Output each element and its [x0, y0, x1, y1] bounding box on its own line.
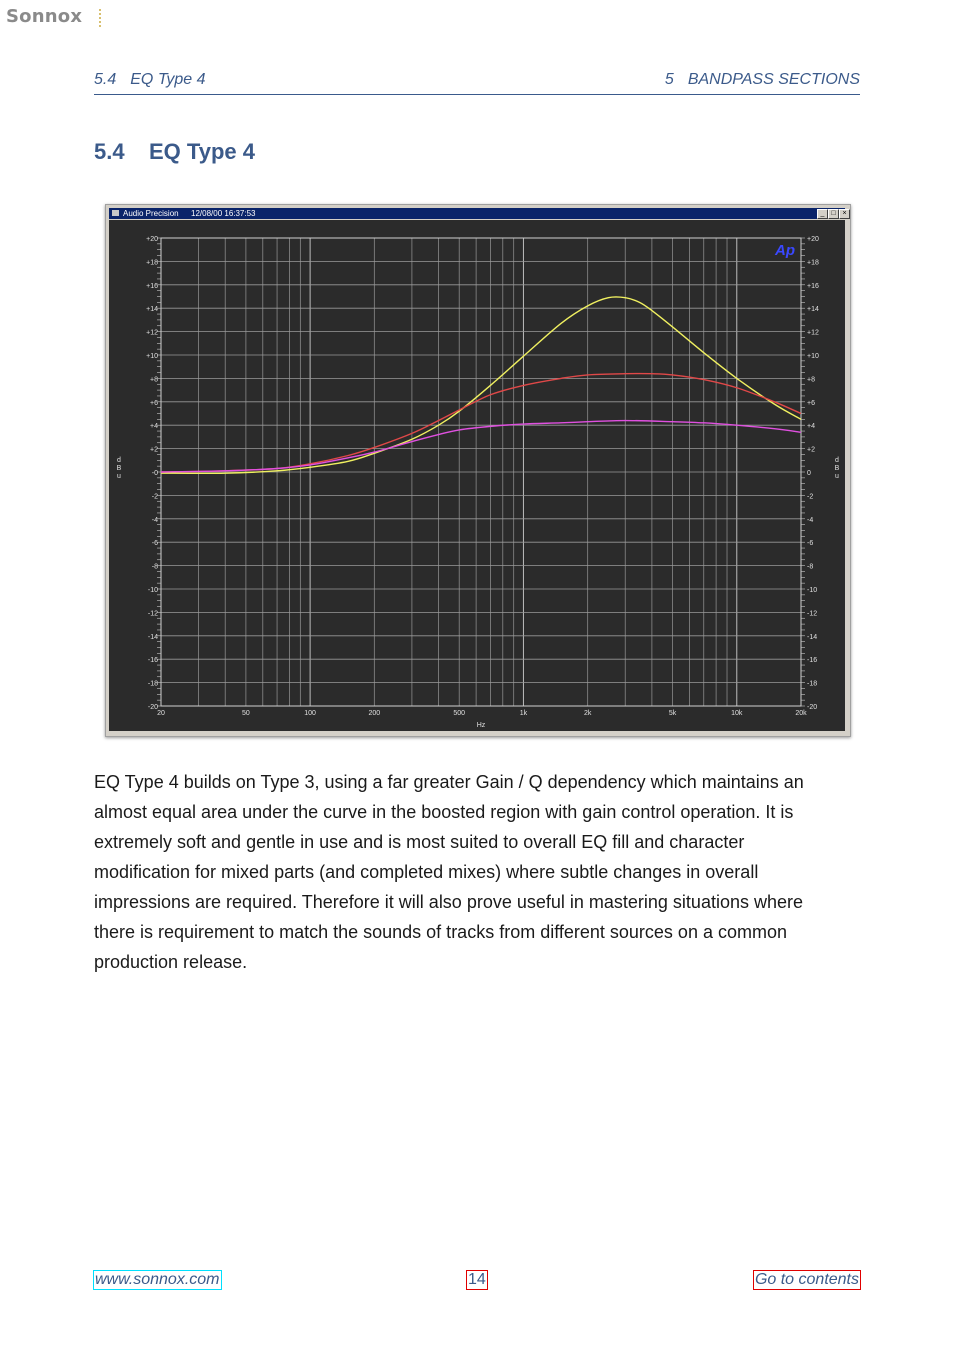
y-tick-label-right: +2: [807, 446, 815, 454]
y-tick-label-right: -8: [807, 563, 814, 571]
y-tick-label-left: -4: [151, 516, 158, 524]
section-number: 5.4: [94, 139, 125, 164]
y-tick-label-right: -2: [807, 493, 814, 501]
figure-timestamp: 12/08/00 16:37:53: [191, 209, 256, 218]
y-tick-label-left: +6: [150, 399, 158, 407]
x-tick-label: 2k: [583, 710, 592, 717]
y-tick-label-right: -4: [807, 516, 814, 524]
window-icon: [112, 210, 119, 216]
y-tick-label-right: +12: [807, 329, 819, 337]
y-tick-label-right: -10: [807, 587, 818, 594]
y-axis-label-left: d B u: [116, 457, 122, 480]
plot-area: [109, 220, 845, 731]
body-line: almost equal area under the curve in the boosted region with gain control operation. It is: [94, 802, 794, 822]
x-tick-label: 20k: [795, 710, 807, 717]
x-tick-label: 1k: [519, 710, 528, 717]
minimize-icon: _: [817, 209, 828, 219]
figure-titlebar: [109, 208, 845, 219]
close-icon: ×: [839, 209, 850, 219]
eq-response-chart: [109, 220, 845, 731]
header-left-num: 5.4: [94, 71, 117, 88]
running-header: [94, 71, 860, 95]
y-tick-label-left: +16: [146, 282, 158, 290]
y-tick-label-right: +8: [807, 376, 815, 384]
y-tick-label-left: +8: [150, 376, 158, 384]
go-to-contents-link[interactable]: Go to contents: [754, 1271, 859, 1288]
y-tick-label-left: -8: [151, 563, 158, 571]
website-link[interactable]: www.sonnox.com: [95, 1271, 220, 1288]
y-tick-label-left: -6: [151, 540, 158, 548]
header-right: [665, 71, 860, 89]
header-right-title: BANDPASS SECTIONS: [687, 71, 860, 88]
y-tick-label-left: -20: [147, 704, 158, 711]
header-left: [94, 71, 206, 89]
y-tick-label-right: +4: [807, 423, 815, 431]
y-tick-label-left: -2: [151, 493, 158, 501]
y-tick-label-left: -14: [147, 633, 158, 641]
header-left-title: EQ Type 4: [130, 71, 206, 88]
y-tick-label-left: -18: [147, 680, 158, 688]
body-line: extremely soft and gentle in use and is most suited to overall EQ fill and character: [94, 832, 745, 852]
y-tick-label-right: 0: [807, 470, 811, 477]
section-heading: EQ Type 4: [149, 139, 255, 164]
header-right-num: 5: [664, 71, 674, 88]
y-tick-label-right: -12: [807, 610, 818, 618]
y-tick-label-right: -20: [807, 704, 818, 711]
body-line: production release.: [94, 952, 248, 972]
y-tick-label-right: -18: [807, 680, 818, 688]
x-tick-label: 5k: [668, 710, 677, 717]
y-tick-label-right: +20: [807, 236, 819, 243]
y-tick-label-left: +10: [146, 353, 158, 360]
y-tick-label-left: -16: [147, 657, 158, 665]
y-tick-label-left: -0: [151, 470, 158, 477]
logo-dots: [99, 9, 104, 27]
y-tick-label-right: -6: [807, 540, 814, 548]
x-tick-label: 200: [368, 710, 381, 717]
x-tick-label: 10k: [731, 710, 743, 717]
body-paragraph: [94, 767, 860, 977]
ap-badge: Ap: [775, 242, 795, 259]
y-tick-label-right: -14: [807, 633, 818, 641]
y-tick-label-left: +12: [146, 329, 158, 337]
y-tick-label-right: +18: [807, 259, 819, 267]
y-tick-label-left: +4: [150, 423, 158, 431]
page-number-link[interactable]: 14: [468, 1271, 486, 1288]
y-tick-label-left: -12: [147, 610, 158, 618]
y-tick-label-left: +18: [146, 259, 158, 267]
series-line: [161, 297, 801, 473]
x-axis-label: Hz: [476, 722, 486, 729]
x-tick-label: 500: [453, 710, 466, 717]
y-tick-label-left: +2: [150, 446, 158, 454]
y-tick-label-right: +10: [807, 353, 819, 360]
body-line: impressions are required. Therefore it will also prove useful in mastering situations where: [94, 892, 803, 912]
y-tick-label-right: +14: [807, 306, 819, 314]
figure-window-title: Audio Precision: [123, 209, 179, 218]
y-tick-label-right: +16: [807, 282, 819, 290]
sonnox-logo: Sonnox: [6, 6, 83, 27]
x-tick-label: 100: [304, 710, 316, 717]
series-line: [161, 421, 801, 472]
x-tick-label: 20: [157, 710, 165, 717]
body-line: modification for mixed parts (and completed mixes) where subtle changes in overall: [94, 862, 759, 882]
y-tick-label-right: -16: [807, 657, 818, 665]
y-tick-label-right: +6: [807, 399, 815, 407]
section-title: [94, 139, 255, 165]
y-tick-label-left: -10: [147, 587, 158, 594]
body-line: EQ Type 4 builds on Type 3, using a far greater Gain / Q dependency which maintains an: [94, 772, 804, 792]
body-line: there is requirement to match the sounds of tracks from different sources on a common: [94, 922, 787, 942]
maximize-icon: □: [828, 209, 839, 219]
y-tick-label-left: +20: [146, 236, 158, 243]
y-tick-label-left: +14: [146, 306, 158, 314]
audio-precision-figure: [105, 204, 851, 737]
x-tick-label: 50: [241, 710, 250, 717]
y-axis-label-right: d B u: [834, 457, 840, 480]
